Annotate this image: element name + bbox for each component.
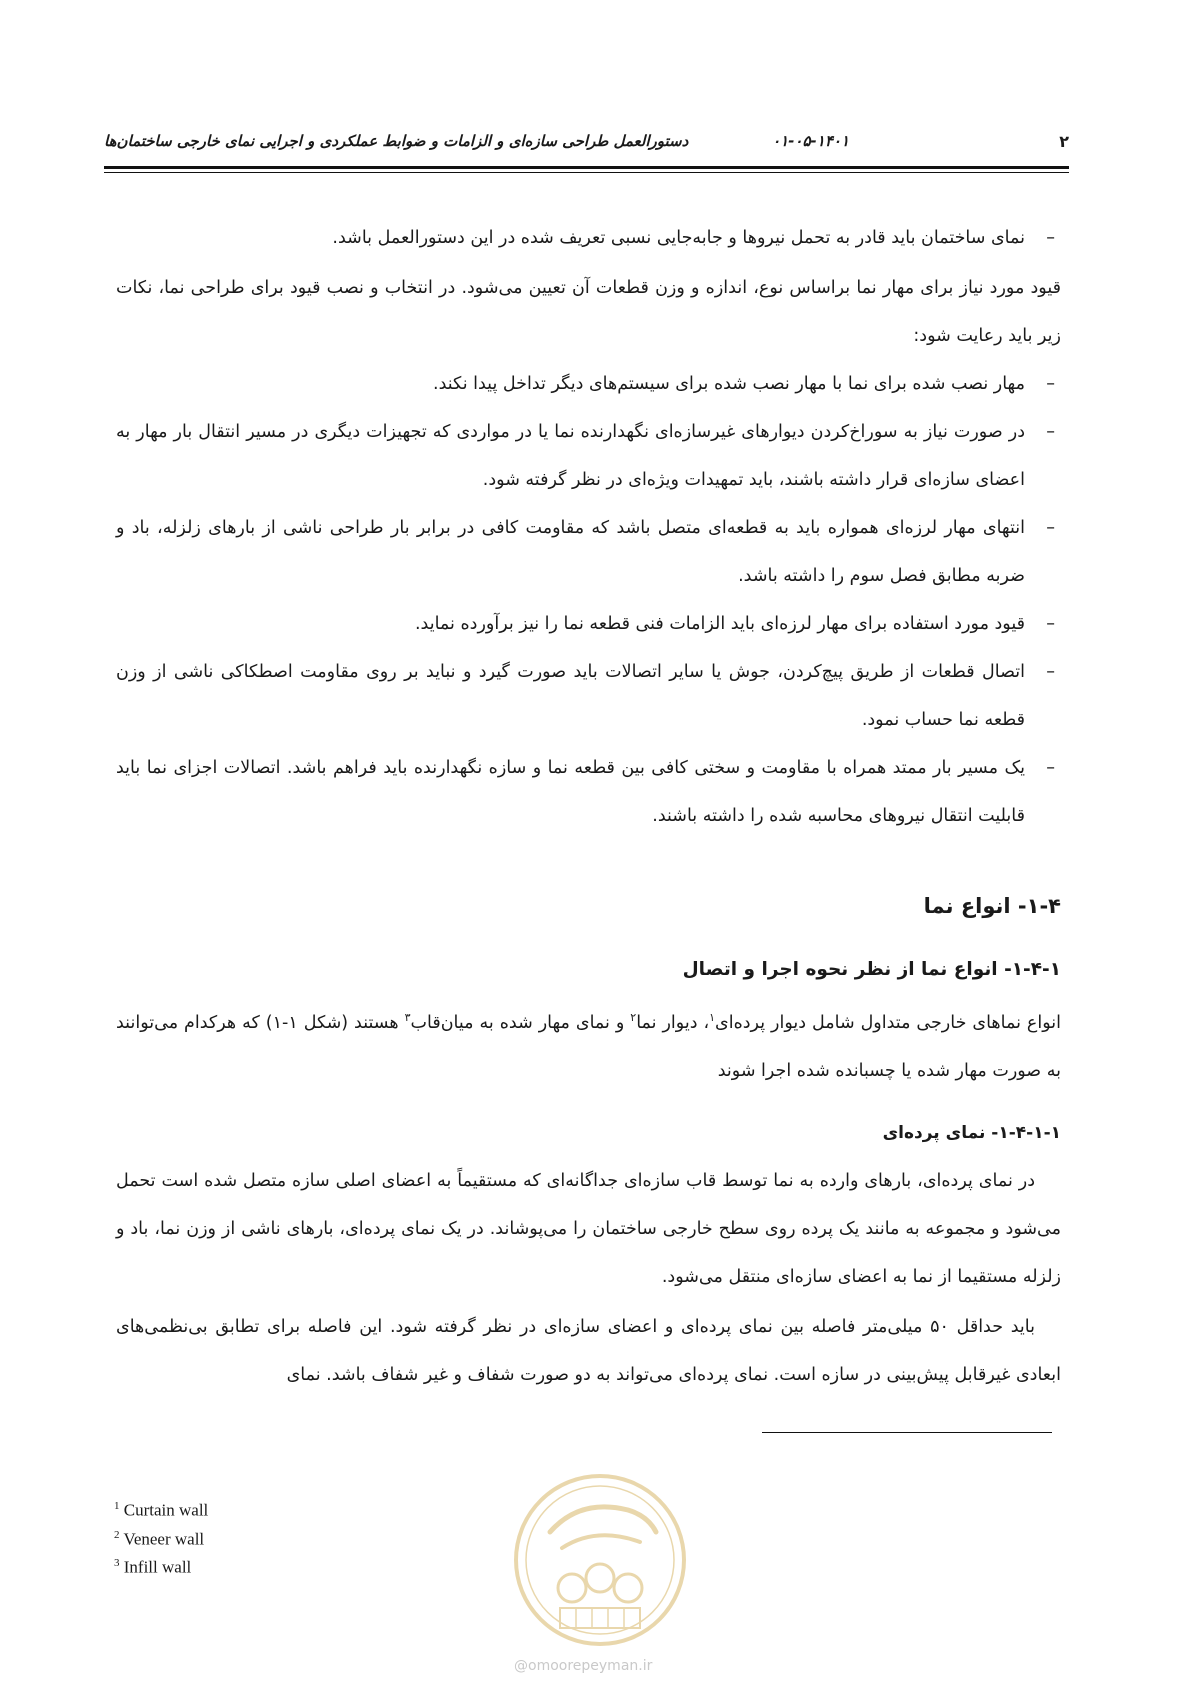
intro-paragraph: قیود مورد نیاز برای مهار نما براساس نوع، اندازه و وزن قطعات آن تعیین می‌شود. در انتخاب و نصب قیود برای طراحی نما، نکات زیر باید رعایت شود: [116, 278, 1061, 346]
subsection-heading: ۱-۴-۱- انواع نما از نظر نحوه اجرا و اتصال [682, 959, 1061, 980]
bullet-dash: – [1046, 662, 1055, 682]
footnote-ref-3[interactable]: ۳ [404, 1011, 411, 1024]
main-content [116, 214, 1061, 1399]
bullet-dash: – [1046, 518, 1055, 538]
facade-types-paragraph [116, 994, 1061, 1095]
bullet-dash: – [1046, 758, 1055, 778]
curtain-paragraph-2: باید حداقل ۵۰ میلی‌متر فاصله بین نمای پرده‌ای و اعضای سازه‌ای در نظر گرفته شود. این فاصله برای تطابق بی‌نظمی‌های ابعادی غیرقابل پیش‌بینی در سازه است. نمای پرده‌ای می‌تواند به دو صورت شفاف و غیر شفاف باشد. نمای [116, 1316, 1061, 1385]
sub-subsection-heading: ۱-۴-۱-۱- نمای پرده‌ای [882, 1122, 1061, 1143]
list-item-text: اتصال قطعات از طریق پیچ‌کردن، جوش یا سایر اتصالات باید صورت گیرد و نباید بر روی مقاومت اصطکاکی ناشی از وزن قطعه نما حساب نمود. [116, 662, 1025, 730]
types-text-4: هستند (شکل ۱-۱) که هرکدام می‌توانند به صورت مهار شده یا چسبانده شده اجرا شوند [116, 1012, 1061, 1081]
list-item-text: انتهای مهار لرزه‌ای همواره باید به قطعه‌ای متصل باشد که مقاومت کافی در برابر بار طراحی ناشی از بارهای زلزله، باد و ضربه مطابق فصل سوم را داشته باشد. [116, 518, 1025, 586]
list-item-text: در صورت نیاز به سوراخ‌کردن دیوارهای غیرسازه‌ای نگهدارنده نما یا در مواردی که تجهیزات دیگری در مسیر انتقال بار مهار به اعضای سازه‌ای قرار داشته باشند، باید تمهیدات ویژه‌ای در نظر گرفته شود. [116, 422, 1025, 490]
watermark-url: @omoorepeyman.ir [514, 1658, 653, 1674]
bullet-list [116, 360, 1061, 840]
list-item-text: مهار نصب شده برای نما با مهار نصب شده برای سیستم‌های دیگر تداخل پیدا نکند. [433, 374, 1025, 394]
list-item [116, 744, 1061, 840]
list-item [116, 504, 1061, 600]
header-title: دستورالعمل طراحی سازه‌ای و الزامات و ضوابط عملکردی و اجرایی نمای خارجی ساختمان‌ها [104, 132, 689, 150]
header-rule-thick [104, 166, 1069, 169]
header-rule-thin [104, 172, 1069, 173]
header-date: ۰۱-۰۵-۱۴۰۱ [772, 132, 849, 150]
list-item [116, 360, 1061, 408]
list-item-text: نمای ساختمان باید قادر به تحمل نیروها و جابه‌جایی نسبی تعریف شده در این دستورالعمل باشد. [332, 228, 1025, 248]
footnote-ref-1[interactable]: ۱ [709, 1011, 716, 1024]
list-item [116, 600, 1061, 648]
footnote-ref-2[interactable]: ۲ [630, 1011, 637, 1024]
seal-watermark-icon [510, 1470, 690, 1650]
curtain-paragraph-1: در نمای پرده‌ای، بارهای وارده به نما توسط قاب سازه‌ای جداگانه‌ای که مستقیماً به اعضای اصلی سازه متصل شده است تحمل می‌شود و مجموعه به مانند یک پرده روی سطح خارجی ساختمان را می‌پوشاند. در یک نمای پرده‌ای، بارهای ناشی از وزن نما، باد و زلزله مستقیما از نما به اعضای سازه‌ای منتقل می‌شود. [116, 1170, 1061, 1287]
types-text-3: و نمای مهار شده به میان‌قاب [410, 1012, 631, 1033]
list-item [116, 408, 1061, 504]
footnote-item: $^1$ Curtain wall [114, 1500, 209, 1520]
footnote-rule [762, 1432, 1052, 1433]
list-item-text: یک مسیر بار ممتد همراه با مقاومت و سختی کافی بین قطعه نما و سازه نگهدارنده باید فراهم باشد. اتصالات اجزای نما باید قابلیت انتقال نیروهای محاسبه شده را داشته باشند. [116, 758, 1025, 826]
page-number: ۲ [1059, 132, 1069, 151]
page-header [104, 128, 1069, 158]
section-heading: ۱-۴- انواع نما [923, 894, 1061, 918]
list-item-text: قیود مورد استفاده برای مهار لرزه‌ای باید الزامات فنی قطعه نما را نیز برآورده نماید. [414, 614, 1025, 634]
bullet-dash: – [1046, 374, 1055, 394]
bullet-dash: – [1046, 422, 1055, 442]
bullet-dash: – [1046, 228, 1055, 248]
footnote-item: $^2$ Veneer wall [114, 1528, 205, 1549]
bullet-dash: – [1046, 614, 1055, 634]
footnote-item: $^3$ Infill wall [114, 1557, 192, 1577]
list-item [116, 214, 1061, 262]
footnotes [114, 1494, 208, 1580]
types-text-2: ، دیوار نما [636, 1012, 710, 1033]
types-text-1: انواع نماهای خارجی متداول شامل دیوار پرده‌ای [715, 1012, 1061, 1033]
list-item [116, 648, 1061, 744]
